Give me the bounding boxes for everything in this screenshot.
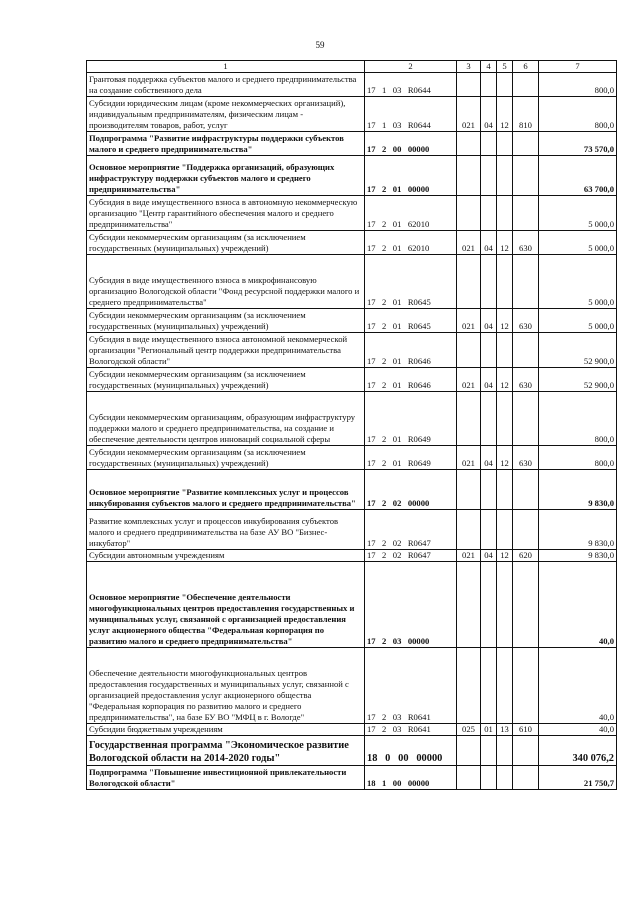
row-col5: 12 bbox=[497, 368, 513, 392]
row-col6 bbox=[513, 132, 539, 156]
row-col4 bbox=[481, 736, 497, 766]
row-col5 bbox=[497, 156, 513, 196]
header-cell: 2 bbox=[365, 61, 457, 73]
row-name: Субсидии некоммерческим организациям (за исключением государственных (муниципальных) учреждений) bbox=[87, 368, 365, 392]
row-name: Подпрограмма "Развитие инфраструктуры поддержки субъектов малого и среднего предпринимательства" bbox=[87, 132, 365, 156]
row-col5: 12 bbox=[497, 231, 513, 255]
row-amount: 21 750,7 bbox=[539, 766, 617, 790]
row-amount: 5 000,0 bbox=[539, 231, 617, 255]
row-col6 bbox=[513, 392, 539, 446]
row-col5: 12 bbox=[497, 309, 513, 333]
row-col5 bbox=[497, 510, 513, 550]
row-col4 bbox=[481, 73, 497, 97]
row-amount: 40,0 bbox=[539, 562, 617, 648]
row-name: Субсидии некоммерческим организациям, образующим инфраструктуру поддержки малого и среднего предпринимательства, на создание и обеспечение деятельности центров инноваций социальной сферы bbox=[87, 392, 365, 446]
row-name: Субсидии автономным учреждениям bbox=[87, 550, 365, 562]
row-col3 bbox=[457, 255, 481, 309]
row-code: 17 1 03 R0644 bbox=[365, 73, 457, 97]
row-code: 17 2 00 00000 bbox=[365, 132, 457, 156]
row-col3: 025 bbox=[457, 724, 481, 736]
row-name: Подпрограмма "Повышение инвестиционной привлекательности Вологодской области" bbox=[87, 766, 365, 790]
row-col3 bbox=[457, 736, 481, 766]
row-col4: 04 bbox=[481, 550, 497, 562]
row-col5: 13 bbox=[497, 724, 513, 736]
row-col3: 021 bbox=[457, 309, 481, 333]
row-amount: 52 900,0 bbox=[539, 368, 617, 392]
row-col4 bbox=[481, 510, 497, 550]
row-col6: 620 bbox=[513, 550, 539, 562]
row-col5 bbox=[497, 392, 513, 446]
row-name: Основное мероприятие "Обеспечение деятельности многофункциональных центров предоставления государственных и муниципальных услуг, связанной с организацией предоставления услуг акционерного общества "Федеральная корпорация по развитию малого и среднего предпринимательства" bbox=[87, 562, 365, 648]
header-cell: 1 bbox=[87, 61, 365, 73]
table-row bbox=[87, 470, 617, 510]
row-code: 17 2 01 R0649 bbox=[365, 446, 457, 470]
row-col6 bbox=[513, 470, 539, 510]
header-row bbox=[87, 61, 617, 73]
table-row bbox=[87, 736, 617, 766]
row-col4 bbox=[481, 156, 497, 196]
row-col6 bbox=[513, 562, 539, 648]
table-row bbox=[87, 73, 617, 97]
row-col3 bbox=[457, 156, 481, 196]
row-col6 bbox=[513, 255, 539, 309]
row-code: 17 2 03 R0641 bbox=[365, 724, 457, 736]
row-col6: 630 bbox=[513, 231, 539, 255]
row-amount: 800,0 bbox=[539, 97, 617, 132]
row-col4: 04 bbox=[481, 97, 497, 132]
row-amount: 800,0 bbox=[539, 392, 617, 446]
row-col3: 021 bbox=[457, 97, 481, 132]
table-row bbox=[87, 562, 617, 648]
row-col4 bbox=[481, 470, 497, 510]
row-col3 bbox=[457, 333, 481, 368]
row-col6 bbox=[513, 736, 539, 766]
row-amount: 52 900,0 bbox=[539, 333, 617, 368]
row-name: Основное мероприятие "Поддержка организаций, образующих инфраструктуру поддержки субъектов малого и среднего предпринимательства" bbox=[87, 156, 365, 196]
row-amount: 9 830,0 bbox=[539, 550, 617, 562]
row-col5: 12 bbox=[497, 446, 513, 470]
row-code: 18 1 00 00000 bbox=[365, 766, 457, 790]
row-col5 bbox=[497, 736, 513, 766]
row-amount: 5 000,0 bbox=[539, 255, 617, 309]
row-col3 bbox=[457, 648, 481, 724]
row-amount: 40,0 bbox=[539, 724, 617, 736]
table-row bbox=[87, 156, 617, 196]
table-row bbox=[87, 550, 617, 562]
row-amount: 5 000,0 bbox=[539, 309, 617, 333]
row-col6 bbox=[513, 648, 539, 724]
row-col6: 630 bbox=[513, 309, 539, 333]
row-code: 17 2 01 62010 bbox=[365, 231, 457, 255]
row-code: 17 2 03 R0641 bbox=[365, 648, 457, 724]
table-row bbox=[87, 255, 617, 309]
row-col5 bbox=[497, 255, 513, 309]
header-cell: 6 bbox=[513, 61, 539, 73]
row-col5 bbox=[497, 766, 513, 790]
row-amount: 9 830,0 bbox=[539, 470, 617, 510]
row-col6: 610 bbox=[513, 724, 539, 736]
table-row bbox=[87, 446, 617, 470]
row-col5 bbox=[497, 196, 513, 231]
table-row bbox=[87, 392, 617, 446]
table-row bbox=[87, 231, 617, 255]
row-col4: 01 bbox=[481, 724, 497, 736]
row-col5 bbox=[497, 648, 513, 724]
row-amount: 9 830,0 bbox=[539, 510, 617, 550]
row-col4 bbox=[481, 766, 497, 790]
row-amount: 63 700,0 bbox=[539, 156, 617, 196]
row-name: Субсидии юридическим лицам (кроме некоммерческих организаций), индивидуальным предпринимателям, физическим лицам - производителям товаров, работ, услуг bbox=[87, 97, 365, 132]
table-row bbox=[87, 510, 617, 550]
row-name: Субсидии бюджетным учреждениям bbox=[87, 724, 365, 736]
table-row bbox=[87, 333, 617, 368]
table-row bbox=[87, 724, 617, 736]
row-amount: 73 570,0 bbox=[539, 132, 617, 156]
row-col5 bbox=[497, 562, 513, 648]
row-name: Развитие комплексных услуг и процессов инкубирования субъектов малого и среднего предпринимательства на базе АУ ВО "Бизнес-инкубатор" bbox=[87, 510, 365, 550]
table-row bbox=[87, 97, 617, 132]
row-col3 bbox=[457, 132, 481, 156]
row-col4 bbox=[481, 196, 497, 231]
row-col4 bbox=[481, 255, 497, 309]
row-name: Субсидия в виде имущественного взноса в микрофинансовую организацию Вологодской области "Фонд ресурсной поддержки малого и среднего предпринимательства" bbox=[87, 255, 365, 309]
row-col3 bbox=[457, 510, 481, 550]
table-row bbox=[87, 132, 617, 156]
header-cell: 5 bbox=[497, 61, 513, 73]
row-col4: 04 bbox=[481, 368, 497, 392]
row-col3 bbox=[457, 562, 481, 648]
row-code: 17 2 01 62010 bbox=[365, 196, 457, 231]
row-code: 17 2 02 R0647 bbox=[365, 510, 457, 550]
table-row bbox=[87, 309, 617, 333]
row-col6 bbox=[513, 73, 539, 97]
row-col6 bbox=[513, 766, 539, 790]
row-name: Субсидии некоммерческим организациям (за исключением государственных (муниципальных) учреждений) bbox=[87, 231, 365, 255]
row-name: Субсидии некоммерческим организациям (за исключением государственных (муниципальных) учреждений) bbox=[87, 309, 365, 333]
row-code: 18 0 00 00000 bbox=[365, 736, 457, 766]
row-col4 bbox=[481, 392, 497, 446]
row-col5 bbox=[497, 132, 513, 156]
row-col3 bbox=[457, 196, 481, 231]
row-col6: 810 bbox=[513, 97, 539, 132]
row-col3 bbox=[457, 470, 481, 510]
row-col5: 12 bbox=[497, 550, 513, 562]
row-code: 17 2 01 R0649 bbox=[365, 392, 457, 446]
row-code: 17 2 01 R0645 bbox=[365, 309, 457, 333]
row-col4 bbox=[481, 562, 497, 648]
row-code: 17 2 01 R0646 bbox=[365, 333, 457, 368]
table-row bbox=[87, 368, 617, 392]
row-name: Субсидия в виде имущественного взноса автономной некоммерческой организации "Региональный центр поддержки предпринимательства Вологодской области" bbox=[87, 333, 365, 368]
row-code: 17 2 02 R0647 bbox=[365, 550, 457, 562]
row-col5: 12 bbox=[497, 97, 513, 132]
row-col3: 021 bbox=[457, 368, 481, 392]
row-code: 17 2 02 00000 bbox=[365, 470, 457, 510]
row-col5 bbox=[497, 333, 513, 368]
row-code: 17 2 01 R0646 bbox=[365, 368, 457, 392]
row-amount: 800,0 bbox=[539, 446, 617, 470]
row-col3: 021 bbox=[457, 231, 481, 255]
row-amount: 340 076,2 bbox=[539, 736, 617, 766]
row-amount: 40,0 bbox=[539, 648, 617, 724]
budget-table bbox=[86, 60, 617, 790]
row-col3 bbox=[457, 766, 481, 790]
row-name: Основное мероприятие "Развитие комплексных услуг и процессов инкубирования субъектов малого и среднего предпринимательства" bbox=[87, 470, 365, 510]
row-col4: 04 bbox=[481, 231, 497, 255]
row-code: 17 1 03 R0644 bbox=[365, 97, 457, 132]
row-name: Государственная программа "Экономическое развитие Вологодской области на 2014-2020 годы" bbox=[87, 736, 365, 766]
row-col4 bbox=[481, 132, 497, 156]
row-code: 17 2 01 00000 bbox=[365, 156, 457, 196]
row-col3: 021 bbox=[457, 446, 481, 470]
row-col3 bbox=[457, 392, 481, 446]
row-name: Субсидия в виде имущественного взноса в автономную некоммерческую организацию "Центр гарантийного обеспечения малого и среднего предпринимательства" bbox=[87, 196, 365, 231]
row-name: Грантовая поддержка субъектов малого и среднего предпринимательства на создание собственного дела bbox=[87, 73, 365, 97]
row-amount: 5 000,0 bbox=[539, 196, 617, 231]
table-row bbox=[87, 648, 617, 724]
row-col4: 04 bbox=[481, 309, 497, 333]
row-col4 bbox=[481, 333, 497, 368]
table-row bbox=[87, 766, 617, 790]
row-col3 bbox=[457, 73, 481, 97]
row-code: 17 2 01 R0645 bbox=[365, 255, 457, 309]
row-col6 bbox=[513, 196, 539, 231]
row-col6: 630 bbox=[513, 368, 539, 392]
row-amount: 800,0 bbox=[539, 73, 617, 97]
row-col6 bbox=[513, 156, 539, 196]
row-name: Субсидии некоммерческим организациям (за исключением государственных (муниципальных) учреждений) bbox=[87, 446, 365, 470]
row-code: 17 2 03 00000 bbox=[365, 562, 457, 648]
row-name: Обеспечение деятельности многофункциональных центров предоставления государственных и муниципальных услуг, связанной с организацией предоставления услуг акционерного общества "Федеральная корпорация по развитию малого и среднего предпринимательства", на базе БУ ВО "МФЦ в г. Вологде" bbox=[87, 648, 365, 724]
header-cell: 4 bbox=[481, 61, 497, 73]
page-number: 59 bbox=[315, 40, 325, 50]
row-col4 bbox=[481, 648, 497, 724]
row-col3: 021 bbox=[457, 550, 481, 562]
header-cell: 7 bbox=[539, 61, 617, 73]
row-col6 bbox=[513, 510, 539, 550]
row-col6 bbox=[513, 333, 539, 368]
header-cell: 3 bbox=[457, 61, 481, 73]
table-row bbox=[87, 196, 617, 231]
row-col6: 630 bbox=[513, 446, 539, 470]
row-col4: 04 bbox=[481, 446, 497, 470]
row-col5 bbox=[497, 470, 513, 510]
row-col5 bbox=[497, 73, 513, 97]
